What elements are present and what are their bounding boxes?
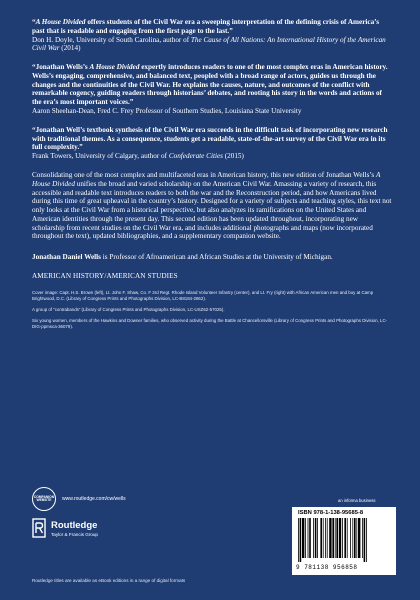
author-name: Jonathan Daniel Wells [32,253,101,262]
publisher-name: Routledge [51,519,98,531]
review-attribution: Don H. Doyle, University of South Carolina, author of The Cause of All Nations: An International History of the American Civil War (2014) [32,35,386,53]
isbn-label: ISBN 978-1-138-95685-8 [298,510,364,516]
book-title: A House Divided [89,63,140,72]
book-title: A House Divided [35,18,86,26]
review-attribution: Aaron Sheehan-Dean, Fred C. Frey Professor of Southern Studies, Louisiana State University [32,107,302,116]
photo-credit: Six young women, members of the Hawkins and Downer families, who observed activity during the Battle at Chancellorsville (Library of Congress Prints and Photographs Division, LC-DIG-ppmsca-36079). [32,317,388,329]
publisher-logo [32,518,98,538]
companion-website-row [32,487,126,511]
photo-credit: A group of “contrabands” (Library of Congress Prints and Photographs Division, LC-USZ62-57025). [32,306,225,312]
companion-website-url[interactable]: www.routledge.com/cw/wells [62,496,126,502]
back-cover-text [32,18,392,335]
informa-tagline: an informa business [338,498,376,503]
companion-website-badge: COMPANION WEBSITE [32,487,56,511]
publisher-group: Taylor & Francis Group [51,531,98,537]
routledge-logo-icon [32,518,46,538]
review-attribution: Frank Towers, University of Calgary, author of Confederate Cities (2015) [32,152,244,161]
barcode-panel [292,507,396,575]
review-blurb-2: “Jonathan Wells’s A House Divided expertly introduces readers to one of the most complex eras in American history. Wells’s engaging, comprehensive, and balanced text, peopled with a broad range of actors, guides us through the changes and the continuities of the Civil War. He explains the causes, nature, and outcomes of the conflict with remarkable cogency, guiding readers through historians’ debates, and rooting his story in the words and actions of the era’s most important voices.” Aaron Sheehan-Dean, Fred C. Frey Professor of Southern Studies, Louisiana State University [32,63,388,116]
review-blurb-3: “Jonathan Well’s textbook synthesis of the Civil War era succeeds in the difficult task of incorporating new research with traditional themes. As a consequence, students get a readable, state-of-the-art survey of the Civil War era in its full complexity.” Frank Towers, University of Calgary, author of Confederate Cities (2015) [32,125,388,161]
review-blurb-1: “A House Divided offers students of the Civil War era a sweeping interpretation of the defining crisis of America’s past that is readable and engaging from the first page to the last.” Don H. Doyle, University of South Carolina, author of The Cause of All Nations: An International History of the American Civil War (2014) [32,18,386,53]
book-title: A House Divided [32,170,381,188]
barcode-number: 9 781138 956858 [296,564,358,571]
ebook-note: Routledge titles are available as eBook editions in a range of digital formats [32,578,186,583]
book-description: Consolidating one of the most complex and multifaceted eras in American history, this new edition of Jonathan Wells’s A House Divided unifies the broad and varied scholarship on the American Civil War. Amassing a variety of research, this accessible and readable text introduces readers to both the war and the Reconstruction period, and how Americans lived during this time of great upheaval in the country’s history. Designed for a variety of subjects and teaching styles, this text not only looks at the Civil War from a historical perspective, but also analyzes its ramifications on the United States and American identities through the present day. This second edition has been updated throughout, incorporating new scholarship from recent studies on the Civil War era, and includes additional photographs and maps (now incorporated throughout the text), updated bibliographies, and a supplementary companion website. [32,170,392,241]
cover-image-credit: Cover image: Capt. H.S. Brown (left), Lt. John F. Shaw, Co. F 3rd Regt. Rhode Island Volunteer Infantry (center), and Lt. Fry (right) with African American men and boy at Camp Brightwood, D.C. (Library of Congress Prints and Photographs Division, LC-B8184-2862). [32,289,374,301]
author-bio: Jonathan Daniel Wells is Professor of Afroamerican and African Studies at the University of Michigan. [32,253,333,262]
barcode-icon [297,518,391,562]
subject-category: AMERICAN HISTORY/AMERICAN STUDIES [32,271,178,280]
